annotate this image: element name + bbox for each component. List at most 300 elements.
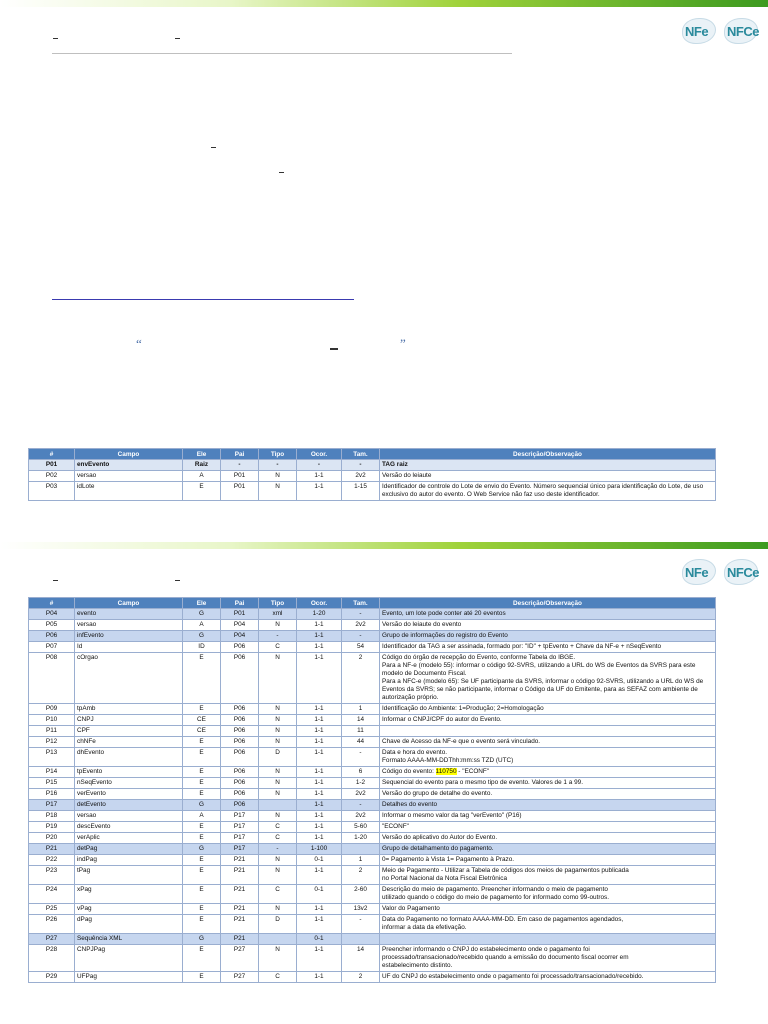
- cell-description: Código do evento: 110750 - "ECONF": [380, 767, 716, 778]
- cell-size: 1-2: [342, 778, 380, 789]
- cell-element-type: G: [183, 800, 221, 811]
- table-row: [29, 833, 716, 844]
- cell-parent: P06: [221, 737, 259, 748]
- table-row: [29, 866, 716, 885]
- page2-top-bar: [0, 542, 768, 549]
- cell-parent: P17: [221, 811, 259, 822]
- cell-occurrence: 1-100: [297, 844, 342, 855]
- cell-field-name: descEvento: [75, 822, 183, 833]
- cell-field-name: Id: [75, 642, 183, 653]
- table-row: [29, 972, 716, 983]
- nfce-logo: NFCe: [722, 555, 760, 587]
- cell-occurrence: 1-1: [297, 726, 342, 737]
- cell-field-name: vPag: [75, 904, 183, 915]
- cell-size: 1: [342, 855, 380, 866]
- page2-logos: [680, 555, 760, 587]
- column-header-occurrence: Ocor.: [297, 598, 342, 609]
- cell-field-id: P17: [29, 800, 75, 811]
- cell-size: -: [342, 915, 380, 934]
- column-header-element-type: Ele: [183, 598, 221, 609]
- page1-logos: [680, 14, 760, 46]
- table-row: [29, 934, 716, 945]
- cell-field-id: P22: [29, 855, 75, 866]
- cell-field-id: P01: [29, 460, 75, 471]
- cell-parent: P17: [221, 822, 259, 833]
- text-mark: [211, 147, 216, 148]
- nfe-logo: NFe: [680, 14, 718, 46]
- page1-top-bar: [0, 0, 768, 7]
- cell-element-type: CE: [183, 715, 221, 726]
- cell-size: -: [342, 800, 380, 811]
- quoted-underscore: [330, 348, 338, 350]
- cell-element-type: A: [183, 620, 221, 631]
- page1-header-mark-left: [53, 38, 58, 39]
- cell-description: Valor do Pagamento: [380, 904, 716, 915]
- cell-field-id: P27: [29, 934, 75, 945]
- cell-data-type: N: [259, 471, 297, 482]
- cell-occurrence: 1-1: [297, 866, 342, 885]
- cell-description: Versão do aplicativo do Autor do Evento.: [380, 833, 716, 844]
- cell-parent: P04: [221, 620, 259, 631]
- cell-field-name: tPag: [75, 866, 183, 885]
- table-row: [29, 767, 716, 778]
- cell-data-type: -: [259, 631, 297, 642]
- table-row: [29, 855, 716, 866]
- table-row: [29, 726, 716, 737]
- table-row: [29, 715, 716, 726]
- cell-field-name: tpAmb: [75, 704, 183, 715]
- cell-field-id: P06: [29, 631, 75, 642]
- cell-field-id: P20: [29, 833, 75, 844]
- cell-occurrence: 1-1: [297, 767, 342, 778]
- cell-parent: P21: [221, 934, 259, 945]
- cell-size: -: [342, 748, 380, 767]
- cell-field-id: P23: [29, 866, 75, 885]
- cell-field-id: P24: [29, 885, 75, 904]
- cell-field-id: P15: [29, 778, 75, 789]
- table-row: [29, 609, 716, 620]
- cell-occurrence: 1-1: [297, 945, 342, 972]
- cell-data-type: N: [259, 945, 297, 972]
- cell-size: [342, 934, 380, 945]
- table-row: [29, 844, 716, 855]
- cell-parent: P27: [221, 972, 259, 983]
- cell-field-id: P18: [29, 811, 75, 822]
- cell-field-name: chNFe: [75, 737, 183, 748]
- column-header-field-id: #: [29, 449, 75, 460]
- cell-size: 13v2: [342, 904, 380, 915]
- close-quote: ”: [400, 336, 406, 351]
- cell-occurrence: 1-1: [297, 811, 342, 822]
- cell-description: Código do órgão de recepção do Evento, conforme Tabela do IBGE. Para a NF-e (modelo 55): informar o código 92-SVRS, utilizando a URL do WS de Eventos da SVRS para este modelo de Documento Fiscal. Para a NFC-e (modelo 65): Se UF participante da SVRS, informar o código 92-SVRS, utilizando a URL do WS de Eventos da SVRS; se não participante, informar o Código da UF do Emitente, para as SEFAZ com ambiente de autorização próprio.: [380, 653, 716, 704]
- cell-size: 2v2: [342, 620, 380, 631]
- column-header-field-name: Campo: [75, 449, 183, 460]
- cell-element-type: A: [183, 811, 221, 822]
- cell-field-id: P28: [29, 945, 75, 972]
- cell-data-type: C: [259, 833, 297, 844]
- cell-element-type: E: [183, 833, 221, 844]
- cell-element-type: E: [183, 789, 221, 800]
- table-row: [29, 460, 716, 471]
- cell-field-name: infEvento: [75, 631, 183, 642]
- cell-occurrence: 1-1: [297, 972, 342, 983]
- cell-data-type: C: [259, 885, 297, 904]
- cell-parent: P04: [221, 631, 259, 642]
- column-header-element-type: Ele: [183, 449, 221, 460]
- cell-size: 2v2: [342, 811, 380, 822]
- cell-occurrence: 1-1: [297, 822, 342, 833]
- cell-size: -: [342, 460, 380, 471]
- page1-header-mark-right: [175, 38, 180, 39]
- cell-field-name: indPag: [75, 855, 183, 866]
- cell-size: -: [342, 631, 380, 642]
- cell-element-type: E: [183, 653, 221, 704]
- cell-parent: P21: [221, 904, 259, 915]
- cell-element-type: E: [183, 945, 221, 972]
- cell-size: 14: [342, 715, 380, 726]
- cell-field-name: Sequência XML: [75, 934, 183, 945]
- cell-field-id: P29: [29, 972, 75, 983]
- cell-size: 2: [342, 866, 380, 885]
- envEvento-fields-table: [28, 448, 716, 501]
- cell-element-type: E: [183, 904, 221, 915]
- cell-size: 2v2: [342, 789, 380, 800]
- cell-data-type: N: [259, 737, 297, 748]
- cell-occurrence: 1-1: [297, 471, 342, 482]
- cell-field-name: nSeqEvento: [75, 778, 183, 789]
- cell-element-type: Raiz: [183, 460, 221, 471]
- column-header-description: Descrição/Observação: [380, 449, 716, 460]
- open-quote: “: [136, 336, 142, 351]
- cell-field-name: envEvento: [75, 460, 183, 471]
- cell-element-type: E: [183, 704, 221, 715]
- cell-description: [380, 934, 716, 945]
- cell-data-type: N: [259, 704, 297, 715]
- cell-field-id: P19: [29, 822, 75, 833]
- cell-field-id: P13: [29, 748, 75, 767]
- cell-size: 1: [342, 704, 380, 715]
- cell-parent: P06: [221, 789, 259, 800]
- cell-field-id: P21: [29, 844, 75, 855]
- table-row: [29, 737, 716, 748]
- cell-occurrence: 1-1: [297, 748, 342, 767]
- cell-parent: P21: [221, 866, 259, 885]
- cell-parent: P21: [221, 885, 259, 904]
- cell-field-id: P02: [29, 471, 75, 482]
- cell-size: 1-20: [342, 833, 380, 844]
- cell-parent: P06: [221, 748, 259, 767]
- cell-data-type: N: [259, 904, 297, 915]
- cell-element-type: ID: [183, 642, 221, 653]
- cell-field-name: CNPJPag: [75, 945, 183, 972]
- cell-occurrence: 1-1: [297, 482, 342, 501]
- cell-field-id: P12: [29, 737, 75, 748]
- cell-field-id: P11: [29, 726, 75, 737]
- cell-description: Detalhes do evento: [380, 800, 716, 811]
- table-row: [29, 822, 716, 833]
- cell-parent: P06: [221, 642, 259, 653]
- cell-data-type: N: [259, 715, 297, 726]
- cell-description: Identificador de controle do Lote de envio do Evento. Número sequencial único para identificação do Lote, de uso exclusivo do autor do evento. O Web Service não faz uso deste identificador.: [380, 482, 716, 501]
- cell-parent: P06: [221, 653, 259, 704]
- cell-description: Identificação do Ambiente: 1=Produção; 2=Homologação: [380, 704, 716, 715]
- cell-data-type: N: [259, 855, 297, 866]
- cell-description: Sequencial do evento para o mesmo tipo de evento. Valores de 1 a 99.: [380, 778, 716, 789]
- table-row: [29, 778, 716, 789]
- column-header-size: Tam.: [342, 449, 380, 460]
- table-row: [29, 811, 716, 822]
- hyperlink-underline[interactable]: [52, 299, 354, 300]
- cell-description: "ECONF": [380, 822, 716, 833]
- cell-size: 44: [342, 737, 380, 748]
- cell-description: Versão do leiaute do evento: [380, 620, 716, 631]
- cell-size: 54: [342, 642, 380, 653]
- cell-description: Versão do leiaute: [380, 471, 716, 482]
- cell-data-type: N: [259, 778, 297, 789]
- cell-size: 11: [342, 726, 380, 737]
- cell-field-name: verEvento: [75, 789, 183, 800]
- cell-field-name: detEvento: [75, 800, 183, 811]
- cell-data-type: N: [259, 866, 297, 885]
- cell-element-type: E: [183, 767, 221, 778]
- cell-parent: P06: [221, 726, 259, 737]
- cell-element-type: E: [183, 855, 221, 866]
- cell-size: 2-60: [342, 885, 380, 904]
- cell-element-type: G: [183, 844, 221, 855]
- cell-field-id: P09: [29, 704, 75, 715]
- nfce-logo: NFCe: [722, 14, 760, 46]
- cell-occurrence: 1-1: [297, 915, 342, 934]
- cell-data-type: -: [259, 844, 297, 855]
- cell-description: Evento, um lote pode conter até 20 eventos: [380, 609, 716, 620]
- cell-field-name: verAplic: [75, 833, 183, 844]
- cell-element-type: E: [183, 885, 221, 904]
- cell-data-type: C: [259, 642, 297, 653]
- cell-parent: P17: [221, 844, 259, 855]
- column-header-field-id: #: [29, 598, 75, 609]
- cell-field-id: P26: [29, 915, 75, 934]
- cell-description: Grupo de informações do registro do Evento: [380, 631, 716, 642]
- cell-occurrence: 1-1: [297, 620, 342, 631]
- cell-occurrence: 1-1: [297, 789, 342, 800]
- evento-fields-table: [28, 597, 716, 983]
- cell-occurrence: 1-20: [297, 609, 342, 620]
- highlighted-code: 110750: [435, 768, 457, 775]
- cell-field-id: P04: [29, 609, 75, 620]
- page2-header-mark-right: [175, 580, 180, 581]
- cell-description: TAG raiz: [380, 460, 716, 471]
- cell-parent: P01: [221, 471, 259, 482]
- cell-element-type: E: [183, 822, 221, 833]
- cell-description: Identificador da TAG a ser assinada, formado por: "ID" + tpEvento + Chave da NF-e + nSeqEvento: [380, 642, 716, 653]
- cell-element-type: E: [183, 972, 221, 983]
- page1-header-rule: [52, 53, 512, 54]
- cell-occurrence: 1-1: [297, 800, 342, 811]
- cell-field-name: UFPag: [75, 972, 183, 983]
- cell-parent: P06: [221, 800, 259, 811]
- cell-element-type: E: [183, 778, 221, 789]
- column-header-description: Descrição/Observação: [380, 598, 716, 609]
- cell-field-id: P14: [29, 767, 75, 778]
- cell-field-id: P08: [29, 653, 75, 704]
- cell-field-name: CNPJ: [75, 715, 183, 726]
- cell-size: 2: [342, 653, 380, 704]
- cell-description: Meio de Pagamento - Utilizar a Tabela de códigos dos meios de pagamentos publicada no Portal Nacional da Nota Fiscal Eletrônica: [380, 866, 716, 885]
- cell-field-name: cOrgao: [75, 653, 183, 704]
- table-row: [29, 704, 716, 715]
- table-row: [29, 631, 716, 642]
- cell-occurrence: -: [297, 460, 342, 471]
- cell-size: 2: [342, 972, 380, 983]
- cell-element-type: A: [183, 471, 221, 482]
- cell-data-type: C: [259, 972, 297, 983]
- table-row: [29, 482, 716, 501]
- table-row: [29, 653, 716, 704]
- cell-parent: P01: [221, 482, 259, 501]
- cell-occurrence: 0-1: [297, 855, 342, 866]
- table-row: [29, 789, 716, 800]
- cell-description: Informar o mesmo valor da tag "verEvento" (P16): [380, 811, 716, 822]
- column-header-field-name: Campo: [75, 598, 183, 609]
- column-header-data-type: Tipo: [259, 598, 297, 609]
- cell-description: Chave de Acesso da NF-e que o evento será vinculado.: [380, 737, 716, 748]
- table-row: [29, 915, 716, 934]
- cell-parent: P01: [221, 609, 259, 620]
- cell-field-name: versao: [75, 811, 183, 822]
- cell-element-type: E: [183, 866, 221, 885]
- cell-parent: P06: [221, 715, 259, 726]
- cell-data-type: [259, 800, 297, 811]
- cell-field-name: detPag: [75, 844, 183, 855]
- table-header: [29, 598, 716, 609]
- table-header: [29, 449, 716, 460]
- cell-data-type: [259, 934, 297, 945]
- cell-size: 1-15: [342, 482, 380, 501]
- cell-description: Grupo de detalhamento do pagamento.: [380, 844, 716, 855]
- table-row: [29, 885, 716, 904]
- cell-description: Informar o CNPJ/CPF do autor do Evento.: [380, 715, 716, 726]
- cell-size: 6: [342, 767, 380, 778]
- cell-data-type: D: [259, 748, 297, 767]
- cell-occurrence: 1-1: [297, 653, 342, 704]
- cell-data-type: N: [259, 620, 297, 631]
- cell-size: 14: [342, 945, 380, 972]
- cell-size: 2v2: [342, 471, 380, 482]
- cell-field-id: P07: [29, 642, 75, 653]
- cell-occurrence: 1-1: [297, 833, 342, 844]
- cell-data-type: D: [259, 915, 297, 934]
- cell-field-id: P03: [29, 482, 75, 501]
- cell-field-name: dPag: [75, 915, 183, 934]
- column-header-occurrence: Ocor.: [297, 449, 342, 460]
- page2-header-mark-left: [53, 580, 58, 581]
- cell-element-type: E: [183, 737, 221, 748]
- cell-field-id: P16: [29, 789, 75, 800]
- cell-size: [342, 844, 380, 855]
- cell-field-name: versao: [75, 620, 183, 631]
- cell-data-type: N: [259, 811, 297, 822]
- cell-data-type: C: [259, 822, 297, 833]
- cell-size: -: [342, 609, 380, 620]
- cell-data-type: N: [259, 789, 297, 800]
- cell-occurrence: 1-1: [297, 715, 342, 726]
- cell-field-id: P10: [29, 715, 75, 726]
- cell-field-id: P05: [29, 620, 75, 631]
- cell-element-type: E: [183, 915, 221, 934]
- cell-description: Descrição do meio de pagamento. Preencher informando o meio de pagamento utilizado quando o código do meio de pagamento for informado como 99-outros.: [380, 885, 716, 904]
- cell-parent: P21: [221, 855, 259, 866]
- cell-description: Versão do grupo de detalhe do evento.: [380, 789, 716, 800]
- table-row: [29, 904, 716, 915]
- cell-field-id: P25: [29, 904, 75, 915]
- cell-description: UF do CNPJ do estabelecimento onde o pagamento foi processado/transacionado/recebido.: [380, 972, 716, 983]
- cell-element-type: CE: [183, 726, 221, 737]
- cell-parent: P21: [221, 915, 259, 934]
- cell-parent: P06: [221, 704, 259, 715]
- column-header-parent: Pai: [221, 449, 259, 460]
- cell-field-name: tpEvento: [75, 767, 183, 778]
- cell-field-name: dhEvento: [75, 748, 183, 767]
- cell-occurrence: 1-1: [297, 904, 342, 915]
- column-header-parent: Pai: [221, 598, 259, 609]
- cell-element-type: G: [183, 631, 221, 642]
- cell-description: Data do Pagamento no formato AAAA-MM-DD. Em caso de pagamentos agendados, informar a data da efetivação.: [380, 915, 716, 934]
- cell-data-type: xml: [259, 609, 297, 620]
- table-row: [29, 945, 716, 972]
- table-row: [29, 800, 716, 811]
- table-row: [29, 642, 716, 653]
- cell-description: 0= Pagamento à Vista 1= Pagamento à Prazo.: [380, 855, 716, 866]
- cell-data-type: N: [259, 482, 297, 501]
- cell-data-type: -: [259, 460, 297, 471]
- cell-occurrence: 1-1: [297, 642, 342, 653]
- cell-parent: P06: [221, 778, 259, 789]
- cell-field-name: CPF: [75, 726, 183, 737]
- nfe-logo: NFe: [680, 555, 718, 587]
- cell-field-name: evento: [75, 609, 183, 620]
- cell-element-type: E: [183, 482, 221, 501]
- cell-occurrence: 0-1: [297, 934, 342, 945]
- table-row: [29, 471, 716, 482]
- cell-parent: -: [221, 460, 259, 471]
- cell-description: [380, 726, 716, 737]
- text-mark: [279, 172, 284, 173]
- cell-occurrence: 0-1: [297, 885, 342, 904]
- cell-description: Preencher informando o CNPJ do estabelecimento onde o pagamento foi processado/transacionado/recebido quando a emissão do documento fiscal ocorrer em estabelecimento distinto.: [380, 945, 716, 972]
- cell-occurrence: 1-1: [297, 737, 342, 748]
- cell-field-name: versao: [75, 471, 183, 482]
- cell-field-name: idLote: [75, 482, 183, 501]
- column-header-size: Tam.: [342, 598, 380, 609]
- column-header-data-type: Tipo: [259, 449, 297, 460]
- cell-description: Data e hora do evento. Formato AAAA-MM-DDThh:mm:ss TZD (UTC): [380, 748, 716, 767]
- cell-occurrence: 1-1: [297, 778, 342, 789]
- cell-data-type: N: [259, 653, 297, 704]
- cell-parent: P27: [221, 945, 259, 972]
- cell-element-type: E: [183, 748, 221, 767]
- cell-parent: P06: [221, 767, 259, 778]
- cell-parent: P17: [221, 833, 259, 844]
- cell-occurrence: 1-1: [297, 704, 342, 715]
- cell-element-type: G: [183, 609, 221, 620]
- cell-size: 5-60: [342, 822, 380, 833]
- table-row: [29, 748, 716, 767]
- cell-element-type: G: [183, 934, 221, 945]
- cell-field-name: xPag: [75, 885, 183, 904]
- cell-data-type: N: [259, 767, 297, 778]
- cell-occurrence: 1-1: [297, 631, 342, 642]
- cell-data-type: N: [259, 726, 297, 737]
